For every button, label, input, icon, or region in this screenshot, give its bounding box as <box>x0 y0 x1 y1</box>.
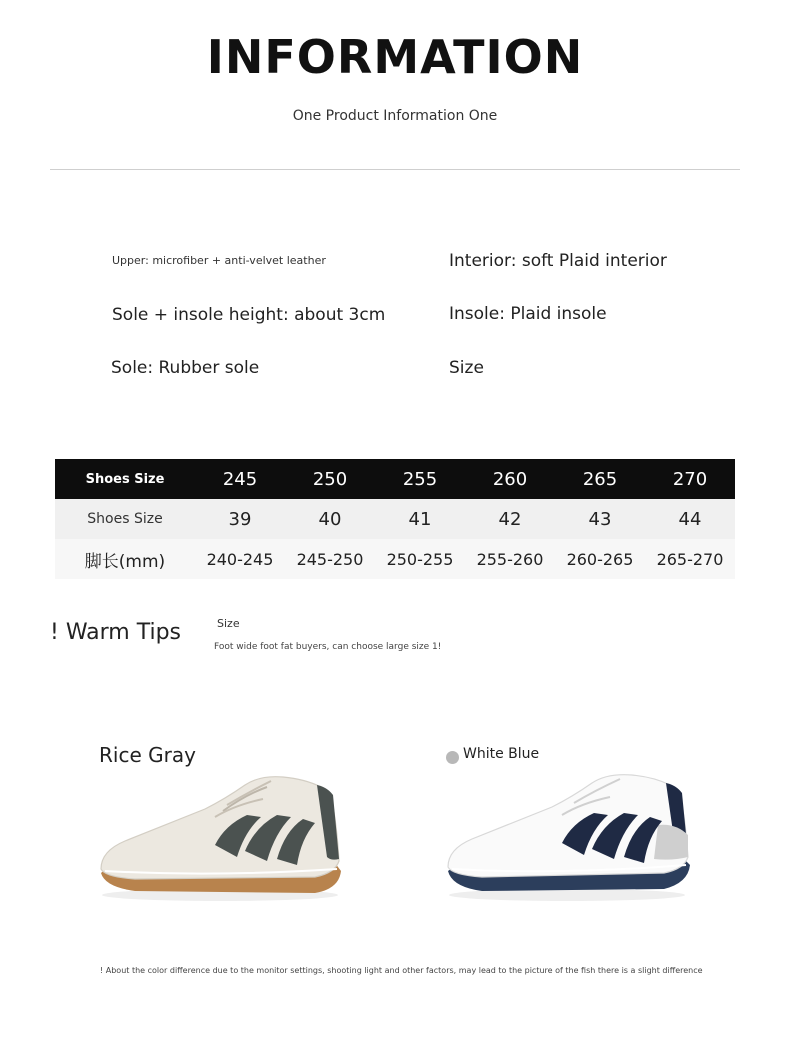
table-cell: 270 <box>645 459 735 499</box>
spec-interior: Interior: soft Plaid interior <box>449 251 667 271</box>
spec-sole-height: Sole + insole height: about 3cm <box>112 305 386 325</box>
table-cell: 260-265 <box>555 539 645 579</box>
table-cell: 250-255 <box>375 539 465 579</box>
table-row <box>55 499 735 539</box>
shoe-rice-gray-image <box>95 765 350 905</box>
warm-tips-text: Foot wide foot fat buyers, can choose large size 1! <box>214 642 442 652</box>
table-cell: 脚长(mm) <box>55 539 195 579</box>
table-cell: 245 <box>195 459 285 499</box>
table-cell: 41 <box>375 499 465 539</box>
table-cell: 255-260 <box>465 539 555 579</box>
color-dot-icon <box>446 751 459 764</box>
spec-sole: Sole: Rubber sole <box>111 358 260 378</box>
page-title: INFORMATION <box>206 30 584 84</box>
color-label-white-blue: White Blue <box>463 746 540 762</box>
table-cell: 43 <box>555 499 645 539</box>
table-cell: Shoes Size <box>55 499 195 539</box>
table-cell: 245-250 <box>285 539 375 579</box>
table-cell: 250 <box>285 459 375 499</box>
table-cell: 240-245 <box>195 539 285 579</box>
spec-upper: Upper: microfiber + anti-velvet leather <box>112 254 326 267</box>
table-cell: 260 <box>465 459 555 499</box>
table-cell: 42 <box>465 499 555 539</box>
table-row <box>55 459 735 499</box>
size-table <box>55 459 735 579</box>
table-cell: 265-270 <box>645 539 735 579</box>
table-row <box>55 539 735 579</box>
table-cell: 255 <box>375 459 465 499</box>
spec-size: Size <box>449 358 484 378</box>
color-label-rice-gray: Rice Gray <box>99 743 196 767</box>
page-subtitle: One Product Information One <box>292 108 498 124</box>
table-cell: 39 <box>195 499 285 539</box>
warm-tips-title: ! Warm Tips <box>50 620 182 645</box>
color-difference-note: ! About the color difference due to the monitor settings, shooting light and other factors, may lead to the picture of the fish there is a slight difference <box>100 966 703 975</box>
table-cell: 40 <box>285 499 375 539</box>
table-cell: 265 <box>555 459 645 499</box>
shoe-white-blue-image <box>442 765 697 905</box>
spec-insole: Insole: Plaid insole <box>449 304 607 324</box>
table-cell: Shoes Size <box>55 459 195 499</box>
warm-tips-size-label: Size <box>217 617 240 630</box>
table-cell: 44 <box>645 499 735 539</box>
header-divider <box>50 169 740 170</box>
